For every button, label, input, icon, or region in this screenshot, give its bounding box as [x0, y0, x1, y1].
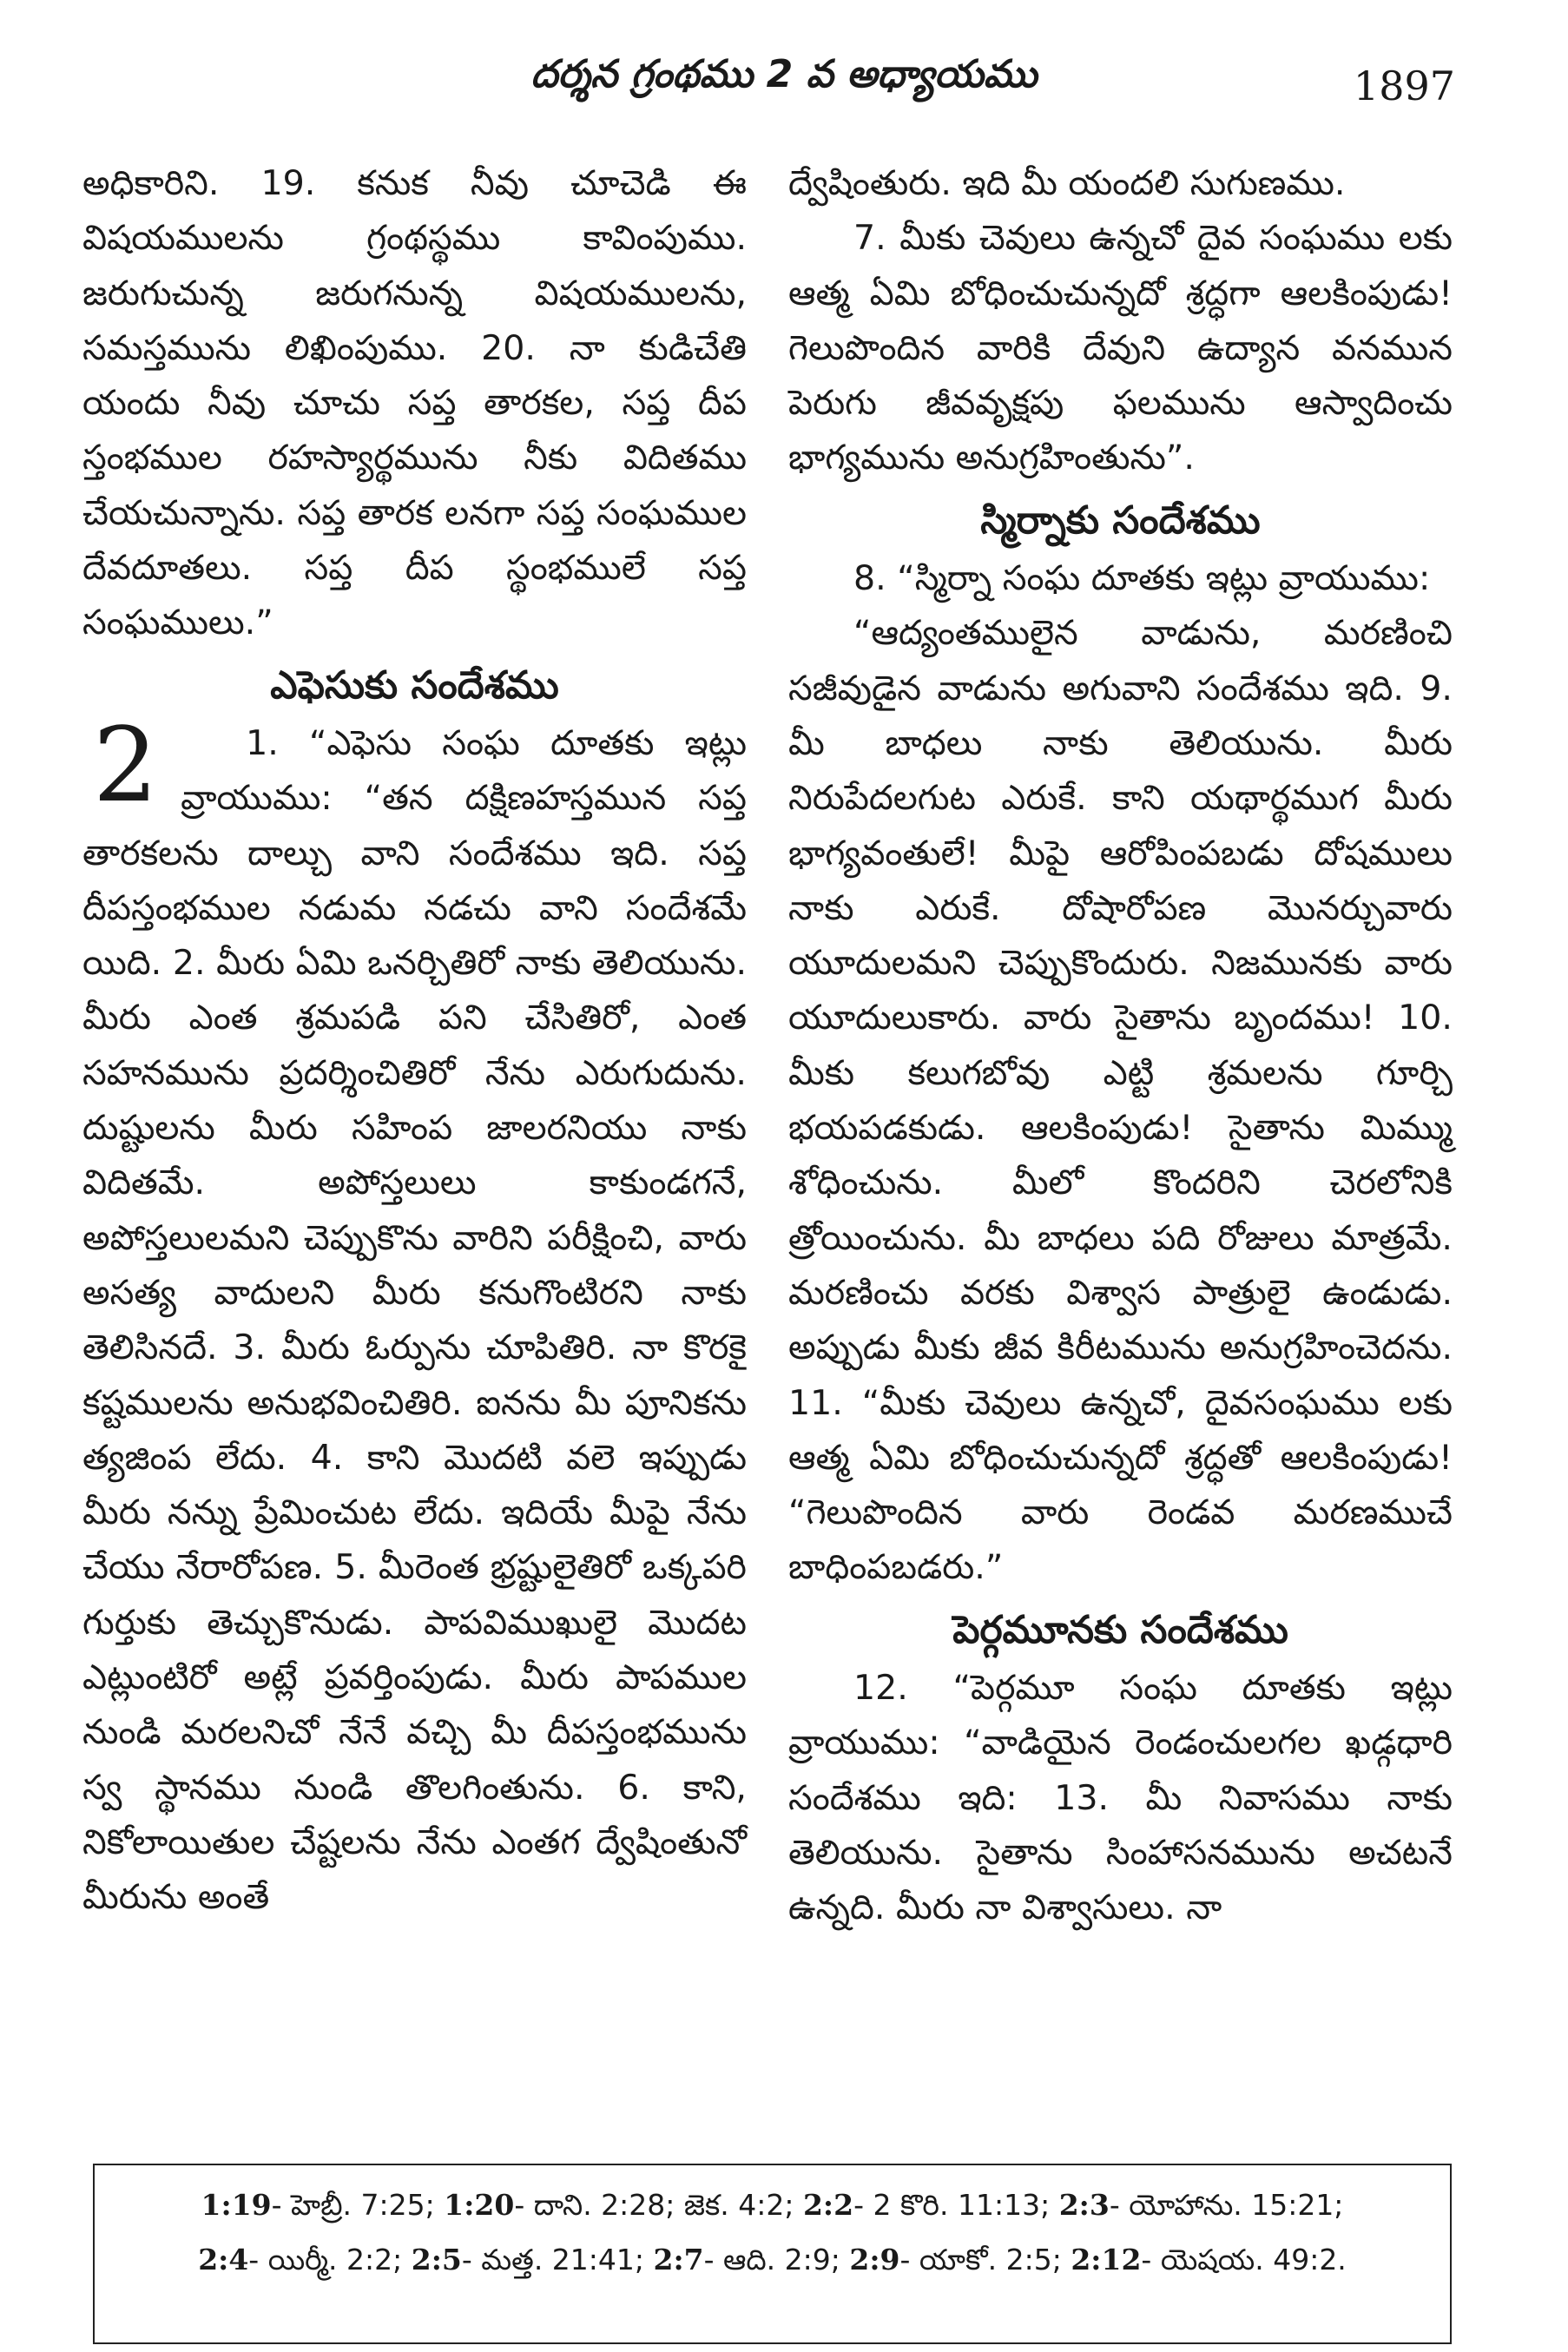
cross-reference-text: - ఆది. 2:9; [703, 2243, 840, 2276]
cross-reference-box [93, 2164, 1452, 2344]
cross-reference-text: - యాకో. 2:5; [899, 2243, 1062, 2276]
left-column [82, 156, 747, 1926]
section-heading: ఎఫెసుకు సందేశము [270, 662, 559, 708]
paragraph: ద్వేషింతురు. ఇది మీ యందలి సుగుణము. [788, 163, 1346, 203]
cross-reference-verse: 2:5 [411, 2243, 462, 2276]
cross-reference-verse: 2:3 [1058, 2188, 1110, 2222]
cross-reference-text: - హెబ్రీ. 7:25; [271, 2188, 435, 2222]
cross-reference-verse: 2:9 [849, 2243, 900, 2276]
cross-reference-verse: 1:20 [444, 2188, 515, 2222]
paragraph: 12. “పెర్గమూ సంఘ దూతకు ఇట్లు వ్రాయుము: “వాడియైన రెండంచులగల ఖడ్గధారి సందేశము ఇది: 13. మీ నివాసము నాకు తెలియును. సైతాను సింహాసనమును అచటనే ఉన్నది. మీరు నా విశ్వాసులు. నా [788, 1668, 1453, 1928]
section-heading: స్మిర్నాకు సందేశము [980, 497, 1261, 543]
running-header-title: దర్శన గ్రంథము 2 వ అధ్యాయము [530, 52, 1038, 96]
cross-reference-text: - దాని. 2:28; జెక. 4:2; [514, 2188, 794, 2222]
cross-reference-verse: 2:12 [1071, 2243, 1142, 2276]
paragraph: 1. “ఎఫెసు సంఘ దూతకు ఇట్లు వ్రాయుము: “తన దక్షిణహస్తమున సప్త తారకలను దాల్చు వాని సందేశము ఇది. సప్త దీపస్తంభముల నడుమ నడచు వాని సందేశమే యిది. 2. మీరు ఏమి ఒనర్చితిరో నాకు తెలియును. మీరు ఎంత శ్రమపడి పని చేసితిరో, ఎంత సహనమును ప్రదర్శించితిరో నేను ఎరుగుదును. దుష్టులను మీరు సహింప జాలరనియు నాకు విదితమే. అపోస్తలులు కాకుండగనే, అపోస్తలులమని చెప్పుకొను వారిని పరీక్షించి, వారు అసత్య వాదులని మీరు కనుగొంటిరని నాకు తెలిసినదే. 3. మీరు ఓర్పును చూపితిరి. నా కొరకై కష్టములను అనుభవించితిరి. ఐనను మీ పూనికను త్యజింప లేదు. 4. కాని మొదటి వలె ఇప్పుడు మీరు నన్ను ప్రేమించుట లేదు. ఇదియే మీపై నేను చేయు నేరారోపణ. 5. మీరెంత భ్రష్టులైతిరో ఒక్కపరి గుర్తుకు తెచ్చుకొనుడు. పాపవిముఖులై మొదట ఎట్లుంటిరో అట్లే ప్రవర్తింపుడు. మీరు పాపముల నుండి మరలనిచో నేనే వచ్చి మీ దీపస్తంభమును స్వ స్థానము నుండి తొలగింతును. 6. కాని, నికోలాయితుల చేష్టలను నేను ఎంతగ ద్వేషింతునో మీరును అంతే [82, 722, 747, 1918]
cross-reference-verse: 1:19 [201, 2188, 272, 2222]
cross-reference-text: - యోహాను. 15:21; [1109, 2188, 1344, 2222]
paragraph: అధికారిని. 19. కనుక నీవు చూచెడి ఈ విషయములను గ్రంథస్థము కావింపుము. జరుగుచున్న జరుగనున్న విషయములను, సమస్తమును లిఖింపుము. 20. నా కుడిచేతి యందు నీవు చూచు సప్త తారకల, సప్త దీప స్తంభముల రహస్యార్థమును నీకు విదితము చేయచున్నాను. సప్త తారక లనగా సప్త సంఘముల దేవదూతలు. సప్త దీప స్థంభములే సప్త సంఘములు.” [82, 163, 747, 643]
page-number: 1897 [1353, 63, 1455, 109]
paragraph: 8. “స్మిర్నా సంఘ దూతకు ఇట్లు వ్రాయుము: [853, 558, 1431, 599]
cross-reference [198, 2243, 402, 2276]
cross-reference-text: - యెషయ. 49:2. [1141, 2243, 1347, 2276]
cross-reference-verse: 2:2 [802, 2188, 854, 2222]
cross-reference [1071, 2243, 1346, 2276]
paragraph: 7. మీకు చెవులు ఉన్నచో దైవ సంఘము లకు ఆత్మ ఏమి బోధించుచున్నదో శ్రద్ధగా ఆలకింపుడు! గెలుపొందిన వారికి దేవుని ఉద్యాన వనమున పెరుగు జీవవృక్షపు ఫలమును ఆస్వాదించు భాగ్యమును అనుగ్రహింతును”. [788, 218, 1453, 478]
cross-reference [444, 2188, 794, 2222]
cross-reference-text: - యిర్మీ. 2:2; [248, 2243, 403, 2276]
section-heading: పెర్గమూనకు సందేశము [952, 1607, 1288, 1652]
cross-reference [412, 2243, 644, 2276]
cross-reference-verse: 2:7 [653, 2243, 704, 2276]
right-column [788, 156, 1453, 1936]
chapter-number: 2 [93, 704, 159, 825]
cross-reference-text: - 2 కొరి. 11:13; [853, 2188, 1051, 2222]
cross-reference [654, 2243, 840, 2276]
cross-reference [1059, 2188, 1344, 2222]
cross-reference [201, 2188, 435, 2222]
cross-reference [803, 2188, 1050, 2222]
cross-reference [849, 2243, 1061, 2276]
paragraph: “ఆద్యంతములైన వాడును, మరణించి సజీవుడైన వాడును అగువాని సందేశము ఇది. 9. మీ బాధలు నాకు తెలియును. మీరు నిరుపేదలగుట ఎరుకే. కాని యథార్థముగ మీరు భాగ్యవంతులే! మీపై ఆరోపింపబడు దోషములు నాకు ఎరుకే. దోషారోపణ మొనర్చువారు యూదులమని చెప్పుకొందురు. నిజమునకు వారు యూదులుకారు. వారు సైతాను బృందము! 10. మీకు కలుగబోవు ఎట్టి శ్రమలను గూర్చి భయపడకుడు. ఆలకింపుడు! సైతాను మిమ్ము శోధించును. మీలో కొందరిని చెరలోనికి త్రోయించును. మీ బాధలు పది రోజులు మాత్రమే. మరణించు వరకు విశ్వాస పాత్రులై ఉండుడు. అప్పుడు మీకు జీవ కిరీటమును అనుగ్రహించెదను. 11. “మీకు చెవులు ఉన్నచో, దైవసంఘము లకు ఆత్మ ఏమి బోధించుచున్నదో శ్రద్ధతో ఆలకింపుడు! “గెలుపొందిన వారు రెండవ మరణముచే బాధింపబడరు.” [788, 613, 1453, 1588]
cross-reference-verse: 2:4 [198, 2243, 249, 2276]
cross-reference-text: - మత్త. 21:41; [461, 2243, 645, 2276]
